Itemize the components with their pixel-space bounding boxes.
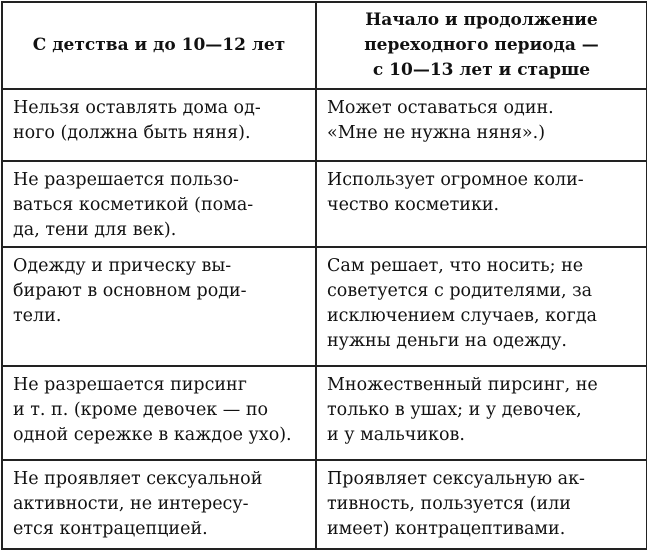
table-row bbox=[2, 460, 647, 549]
cell-line: Проявляет сексуальную ак- bbox=[327, 469, 585, 489]
table-row bbox=[2, 366, 647, 460]
cell-line: и т. п. (кроме девочек — по bbox=[13, 400, 269, 420]
header-cell-childhood bbox=[2, 2, 316, 89]
header-line: переходного периода — bbox=[364, 35, 599, 55]
comparison-table bbox=[1, 1, 647, 550]
cell-line: только в ушах; и у девочек, bbox=[327, 400, 582, 420]
cell-transition bbox=[316, 161, 647, 247]
cell-line: Нельзя оставлять дома од- bbox=[13, 98, 261, 118]
cell-childhood bbox=[2, 161, 316, 247]
cell-line: Не разрешается пользо- bbox=[13, 170, 239, 190]
cell-line: Не проявляет сексуальной bbox=[13, 469, 263, 489]
table-row bbox=[2, 89, 647, 161]
cell-childhood bbox=[2, 366, 316, 460]
cell-line: имеет) контрацептивами. bbox=[327, 519, 566, 539]
cell-line: исключением случаев, когда bbox=[327, 306, 597, 326]
cell-childhood bbox=[2, 460, 316, 549]
header-line: Начало и продолжение bbox=[365, 10, 598, 30]
cell-line: Сам решает, что носить; не bbox=[327, 256, 584, 276]
cell-line: «Мне не нужна няня».) bbox=[327, 123, 546, 143]
cell-transition bbox=[316, 247, 647, 366]
cell-line: активности, не интересу- bbox=[13, 494, 249, 514]
cell-childhood bbox=[2, 89, 316, 161]
cell-line: и у мальчиков. bbox=[327, 425, 465, 445]
cell-line: Множественный пирсинг, не bbox=[327, 375, 598, 395]
cell-line: советуется с родителями, за bbox=[327, 281, 593, 301]
cell-childhood bbox=[2, 247, 316, 366]
header-cell-transition bbox=[316, 2, 647, 89]
cell-line: одной сережке в каждое ухо). bbox=[13, 425, 292, 445]
cell-line: чество косметики. bbox=[327, 195, 500, 215]
table-row bbox=[2, 247, 647, 366]
cell-line: ваться косметикой (пома- bbox=[13, 195, 254, 215]
cell-line: тивность, пользуется (или bbox=[327, 494, 571, 514]
cell-line: ного (должна быть няня). bbox=[13, 123, 251, 143]
cell-line: ется контрацепцией. bbox=[13, 519, 208, 539]
cell-line: бирают в основном роди- bbox=[13, 281, 247, 301]
cell-line: Не разрешается пирсинг bbox=[13, 375, 247, 395]
cell-transition bbox=[316, 366, 647, 460]
cell-line: Может оставаться один. bbox=[327, 98, 554, 118]
cell-line: нужны деньги на одежду. bbox=[327, 331, 567, 351]
table-header-row bbox=[2, 2, 647, 89]
header-line: С детства и до 10—12 лет bbox=[32, 35, 286, 55]
header-line: с 10—13 лет и старше bbox=[372, 60, 591, 80]
cell-line: Использует огромное коли- bbox=[327, 170, 584, 190]
cell-transition bbox=[316, 89, 647, 161]
cell-line: тели. bbox=[13, 306, 62, 326]
cell-transition bbox=[316, 460, 647, 549]
cell-line: Одежду и прическу вы- bbox=[13, 256, 232, 276]
cell-line: да, тени для век). bbox=[13, 220, 177, 240]
table-row bbox=[2, 161, 647, 247]
